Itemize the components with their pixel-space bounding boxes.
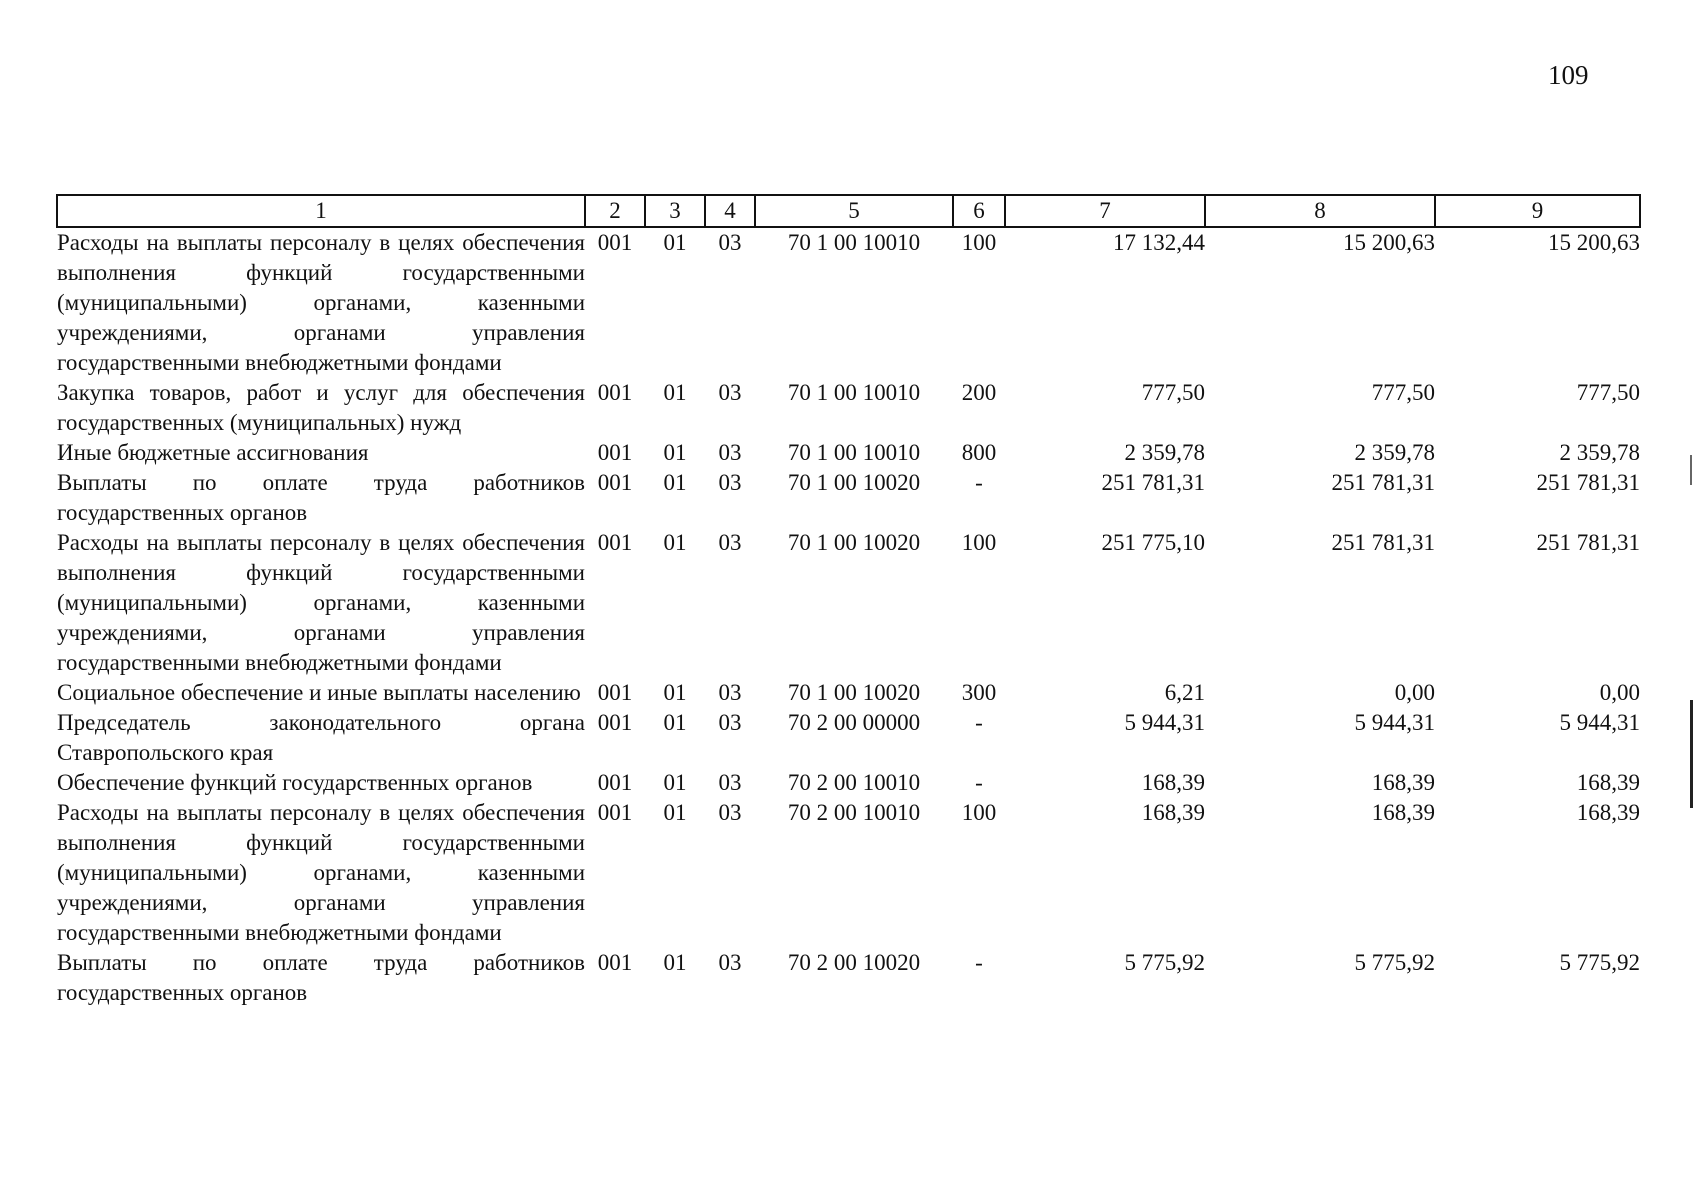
amount-col-9: 777,50 [1576,380,1640,405]
amount-col-8: 777,50 [1371,380,1435,405]
expense-type-code: 100 [961,230,997,255]
amount-col-7: 168,39 [1141,770,1205,795]
subsection-code: 03 [718,530,742,555]
amount-col-7: 777,50 [1141,380,1205,405]
amount-col-8: 2 359,78 [1354,440,1435,465]
amount-col-7: 2 359,78 [1124,440,1205,465]
expense-type-code: 100 [961,530,997,555]
subsection-code: 03 [718,710,742,735]
row-name: Обеспечение функций государственных органов [57,770,533,795]
target-article-code: 70 2 00 10020 [787,950,921,975]
budget-table [56,194,1641,1008]
section-code: 01 [663,530,687,555]
amount-col-7: 17 132,44 [1113,230,1205,255]
target-article-code: 70 1 00 10010 [787,440,921,465]
expense-type-code: - [975,770,983,795]
target-article-code: 70 1 00 10020 [787,680,921,705]
amount-col-9: 2 359,78 [1559,440,1640,465]
amount-col-7: 5 775,92 [1124,950,1205,975]
amount-col-7: 168,39 [1141,800,1205,825]
amount-col-9: 251 781,31 [1536,530,1640,555]
expense-type-code: - [975,710,983,735]
amount-col-7: 251 775,10 [1101,530,1205,555]
scan-edge-mark [1690,700,1693,808]
target-article-code: 70 2 00 10010 [787,800,921,825]
header-col-3: 3 [645,195,705,227]
row-name: Расходы на выплаты персоналу в целях обеспечения выполнения функций государственными (муниципальными) органами, казенными учреждениями, органами управления государственными внебюджетными фондами [57,230,585,375]
table-row [57,678,1640,708]
ministry-code: 001 [597,470,633,495]
amount-col-8: 5 775,92 [1354,950,1435,975]
header-col-6: 6 [953,195,1005,227]
amount-col-8: 5 944,31 [1354,710,1435,735]
target-article-code: 70 2 00 10010 [787,770,921,795]
header-col-4: 4 [705,195,755,227]
header-col-2: 2 [585,195,645,227]
target-article-code: 70 1 00 10010 [787,230,921,255]
section-code: 01 [663,470,687,495]
table-row [57,768,1640,798]
subsection-code: 03 [718,800,742,825]
expense-type-code: 200 [961,380,997,405]
ministry-code: 001 [597,530,633,555]
row-name: Иные бюджетные ассигнования [57,440,369,465]
subsection-code: 03 [718,470,742,495]
subsection-code: 03 [718,230,742,255]
row-name: Председатель законодательного органа Ставропольского края [57,710,585,765]
amount-col-7: 5 944,31 [1124,710,1205,735]
section-code: 01 [663,230,687,255]
header-row [57,195,1640,227]
header-col-9: 9 [1435,195,1640,227]
ministry-code: 001 [597,680,633,705]
subsection-code: 03 [718,950,742,975]
header-col-7: 7 [1005,195,1205,227]
table-body [57,227,1640,1008]
row-name: Расходы на выплаты персоналу в целях обеспечения выполнения функций государственными (муниципальными) органами, казенными учреждениями, органами управления государственными внебюджетными фондами [57,800,585,945]
row-name: Выплаты по оплате труда работников государственных органов [57,470,585,525]
section-code: 01 [663,680,687,705]
amount-col-7: 6,21 [1164,680,1205,705]
ministry-code: 001 [597,230,633,255]
subsection-code: 03 [718,440,742,465]
row-name: Социальное обеспечение и иные выплаты населению [57,680,581,705]
amount-col-9: 15 200,63 [1548,230,1640,255]
row-name: Расходы на выплаты персоналу в целях обеспечения выполнения функций государственными (муниципальными) органами, казенными учреждениями, органами управления государственными внебюджетными фондами [57,530,585,675]
table-row [57,528,1640,678]
subsection-code: 03 [718,680,742,705]
amount-col-8: 0,00 [1394,680,1435,705]
expense-type-code: 100 [961,800,997,825]
target-article-code: 70 2 00 00000 [787,710,921,735]
amount-col-8: 168,39 [1371,770,1435,795]
table-row [57,468,1640,528]
amount-col-8: 168,39 [1371,800,1435,825]
amount-col-9: 168,39 [1576,800,1640,825]
table-row [57,438,1640,468]
subsection-code: 03 [718,380,742,405]
row-name: Закупка товаров, работ и услуг для обеспечения государственных (муниципальных) нужд [57,380,585,435]
amount-col-9: 0,00 [1599,680,1640,705]
section-code: 01 [663,950,687,975]
scan-edge-mark [1690,455,1692,485]
ministry-code: 001 [597,440,633,465]
ministry-code: 001 [597,950,633,975]
target-article-code: 70 1 00 10020 [787,470,921,495]
header-col-8: 8 [1205,195,1435,227]
table-row [57,227,1640,378]
section-code: 01 [663,380,687,405]
amount-col-9: 168,39 [1576,770,1640,795]
row-name: Выплаты по оплате труда работников государственных органов [57,950,585,1005]
subsection-code: 03 [718,770,742,795]
section-code: 01 [663,440,687,465]
expense-type-code: 300 [961,680,997,705]
ministry-code: 001 [597,380,633,405]
section-code: 01 [663,770,687,795]
header-col-1: 1 [57,195,585,227]
amount-col-9: 251 781,31 [1536,470,1640,495]
target-article-code: 70 1 00 10020 [787,530,921,555]
header-col-5: 5 [755,195,953,227]
expense-type-code: - [975,950,983,975]
table-row [57,708,1640,768]
section-code: 01 [663,800,687,825]
ministry-code: 001 [597,770,633,795]
table-row [57,378,1640,438]
amount-col-9: 5 775,92 [1559,950,1640,975]
target-article-code: 70 1 00 10010 [787,380,921,405]
amount-col-9: 5 944,31 [1559,710,1640,735]
ministry-code: 001 [597,800,633,825]
expense-type-code: 800 [961,440,997,465]
table-header [57,195,1640,227]
amount-col-8: 251 781,31 [1331,470,1435,495]
table-row [57,798,1640,948]
section-code: 01 [663,710,687,735]
ministry-code: 001 [597,710,633,735]
amount-col-7: 251 781,31 [1101,470,1205,495]
amount-col-8: 251 781,31 [1331,530,1435,555]
amount-col-8: 15 200,63 [1343,230,1435,255]
table-row [57,948,1640,1008]
page-number: 109 [1548,60,1589,90]
expense-type-code: - [975,470,983,495]
